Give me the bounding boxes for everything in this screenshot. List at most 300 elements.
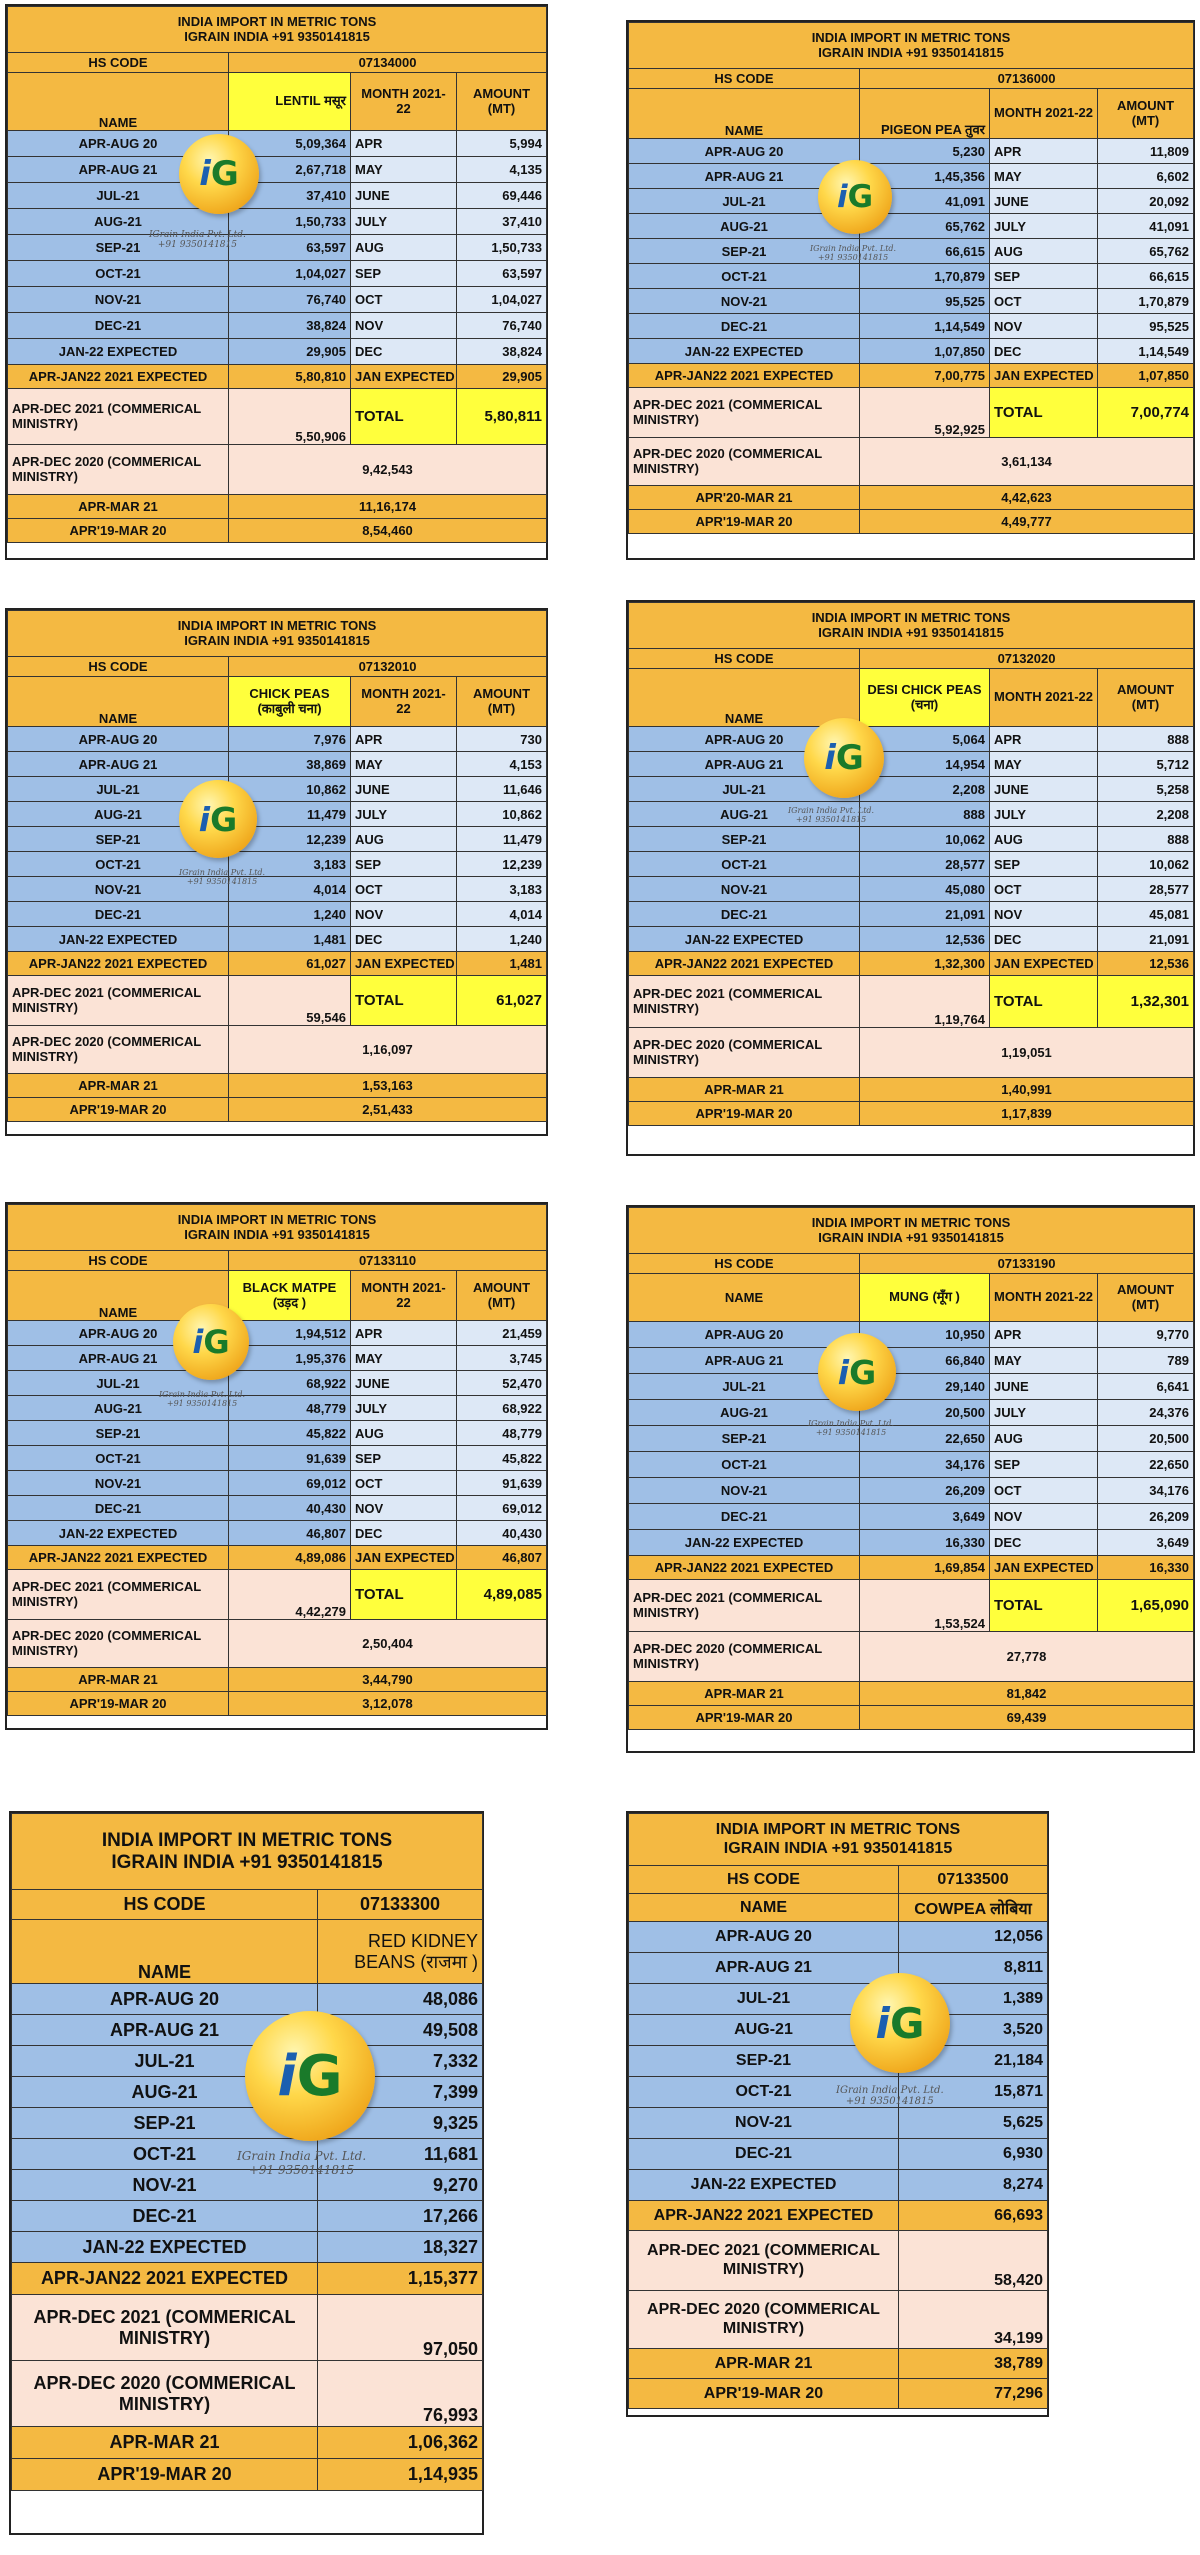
table-row <box>12 2077 483 2108</box>
row-value: 45,822 <box>229 1421 351 1446</box>
row-month: OCT <box>990 1478 1098 1504</box>
igrain-logo-icon: iG <box>179 134 259 214</box>
row-name: OCT-21 <box>629 1452 860 1478</box>
row-name: DEC-21 <box>629 1504 860 1530</box>
name-header: NAME <box>8 73 229 131</box>
expected-month: JAN EXPECTED <box>351 1546 457 1570</box>
row-name: JAN-22 EXPECTED <box>629 339 860 364</box>
hs-code-label: HS CODE <box>629 649 860 669</box>
row-month: OCT <box>990 877 1098 902</box>
amount-header: AMOUNT (MT) <box>457 677 547 727</box>
apr19-mar20-value: 3,12,078 <box>229 1692 547 1716</box>
commerce-2020-value: 1,19,051 <box>860 1028 1194 1078</box>
row-month: NOV <box>351 1496 457 1521</box>
name-header: NAME <box>629 1894 899 1922</box>
name-header: NAME <box>12 1920 318 1984</box>
row-value: 28,577 <box>860 852 990 877</box>
row-month: SEP <box>351 1446 457 1471</box>
logo-caption: IGrain India Pvt. Ltd. +91 9350141815 <box>836 2085 944 2107</box>
row-amount: 5,994 <box>457 131 547 157</box>
row-amount: 789 <box>1098 1348 1194 1374</box>
row-month: SEP <box>990 1452 1098 1478</box>
row-amount: 888 <box>1098 827 1194 852</box>
row-month: DEC <box>351 339 457 365</box>
row-name: SEP-21 <box>629 239 860 264</box>
row-amount: 4,014 <box>457 902 547 927</box>
name-header: NAME <box>8 1271 229 1321</box>
row-month: MAY <box>990 164 1098 189</box>
row-month: NOV <box>351 902 457 927</box>
commerce-2020-name: APR-DEC 2020 (COMMERICAL MINISTRY) <box>8 1026 229 1074</box>
row-amount: 66,615 <box>1098 264 1194 289</box>
apr-mar-21-name: APR-MAR 21 <box>629 2349 899 2379</box>
row-amount: 40,430 <box>457 1521 547 1546</box>
row-month: JULY <box>351 1396 457 1421</box>
row-name: DEC-21 <box>12 2201 318 2232</box>
month-header: MONTH 2021-22 <box>990 669 1098 727</box>
table-row <box>8 1496 547 1521</box>
row-amount: 28,577 <box>1098 877 1194 902</box>
apr19-mar20-value: 4,49,777 <box>860 510 1194 534</box>
row-value: 1,95,376 <box>229 1346 351 1371</box>
table-row <box>12 2015 483 2046</box>
apr19-mar20-name: APR'19-MAR 20 <box>629 510 860 534</box>
table-row <box>8 852 547 877</box>
commerce-2020-value: 2,50,404 <box>229 1620 547 1668</box>
row-name: APR-AUG 21 <box>629 1348 860 1374</box>
row-month: DEC <box>351 927 457 952</box>
row-value: 46,807 <box>229 1521 351 1546</box>
apr19-mar20-value: 2,51,433 <box>229 1098 547 1122</box>
hs-code-value: 07134000 <box>229 53 547 73</box>
month-header: MONTH 2021-22 <box>990 89 1098 139</box>
table-row <box>12 2232 483 2263</box>
table-row <box>8 752 547 777</box>
commerce-2020-name: APR-DEC 2020 (COMMERICAL MINISTRY) <box>8 1620 229 1668</box>
row-month: JUNE <box>990 1374 1098 1400</box>
row-name: DEC-21 <box>629 2139 899 2170</box>
row-name: DEC-21 <box>629 902 860 927</box>
row-value: 6,930 <box>899 2139 1048 2170</box>
row-month: AUG <box>351 827 457 852</box>
row-name: SEP-21 <box>629 827 860 852</box>
row-name: AUG-21 <box>629 214 860 239</box>
logo-caption: IGrain India Pvt. Ltd. +91 9350141815 <box>179 868 266 886</box>
row-name: NOV-21 <box>12 2170 318 2201</box>
apr19-mar20-value: 1,17,839 <box>860 1102 1194 1126</box>
commerce-2020-value: 34,199 <box>899 2291 1048 2349</box>
name-header: NAME <box>629 1274 860 1322</box>
table-row <box>629 827 1194 852</box>
expected-name: APR-JAN22 2021 EXPECTED <box>8 952 229 976</box>
row-month: JUNE <box>990 777 1098 802</box>
expected-value: 5,80,810 <box>229 365 351 389</box>
table-row <box>629 314 1194 339</box>
row-value: 48,779 <box>229 1396 351 1421</box>
amount-header: AMOUNT (MT) <box>1098 89 1194 139</box>
row-value: 7,976 <box>229 727 351 752</box>
row-name: DEC-21 <box>8 902 229 927</box>
commerce-2021-name: APR-DEC 2021 (COMMERICAL MINISTRY) <box>8 389 229 445</box>
row-name: APR-AUG 20 <box>629 727 860 752</box>
total-value: 4,89,085 <box>457 1570 547 1620</box>
apr-mar-21-name: APR-MAR 21 <box>629 1682 860 1706</box>
row-name: OCT-21 <box>629 264 860 289</box>
table-row <box>8 131 547 157</box>
row-value: 91,639 <box>229 1446 351 1471</box>
expected-month: JAN EXPECTED <box>351 952 457 976</box>
table-row <box>8 802 547 827</box>
table-row <box>629 1530 1194 1556</box>
expected-value: 66,693 <box>899 2201 1048 2231</box>
row-name: OCT-21 <box>629 2077 899 2108</box>
row-month: JUNE <box>351 1371 457 1396</box>
row-name: APR-AUG 20 <box>8 131 229 157</box>
expected-amount: 1,07,850 <box>1098 364 1194 388</box>
expected-value: 61,027 <box>229 952 351 976</box>
table-row <box>629 877 1194 902</box>
commerce-2021-value: 59,546 <box>229 976 351 1026</box>
table-row <box>629 752 1194 777</box>
row-value: 9,325 <box>318 2108 483 2139</box>
row-value: 1,04,027 <box>229 261 351 287</box>
row-name: OCT-21 <box>12 2139 318 2170</box>
expected-name: APR-JAN22 2021 EXPECTED <box>629 952 860 976</box>
row-amount: 1,04,027 <box>457 287 547 313</box>
apr19-mar20-name: APR'19-MAR 20 <box>629 2379 899 2409</box>
row-month: JUNE <box>990 189 1098 214</box>
row-month: DEC <box>351 1521 457 1546</box>
row-name: AUG-21 <box>8 209 229 235</box>
expected-amount: 46,807 <box>457 1546 547 1570</box>
apr-mar-21-value: 3,44,790 <box>229 1668 547 1692</box>
row-amount: 11,479 <box>457 827 547 852</box>
hs-code-value: 07133500 <box>899 1866 1048 1894</box>
row-month: JUNE <box>351 183 457 209</box>
row-name: JUL-21 <box>8 1371 229 1396</box>
row-amount: 4,135 <box>457 157 547 183</box>
row-value: 1,50,733 <box>229 209 351 235</box>
row-value: 1,94,512 <box>229 1321 351 1346</box>
table-row <box>629 2170 1048 2201</box>
row-amount: 45,081 <box>1098 902 1194 927</box>
commodity-header: RED KIDNEY BEANS (राजमा ) <box>318 1920 483 1984</box>
apr19-mar20-name: APR'19-MAR 20 <box>629 1102 860 1126</box>
total-value: 7,00,774 <box>1098 388 1194 438</box>
table-row <box>629 164 1194 189</box>
table-row <box>8 1521 547 1546</box>
table-row <box>629 189 1194 214</box>
igrain-logo-icon: iG <box>850 1973 950 2073</box>
hs-code-label: HS CODE <box>8 657 229 677</box>
table-row <box>8 1396 547 1421</box>
row-month: MAY <box>351 752 457 777</box>
row-month: SEP <box>351 261 457 287</box>
row-value: 12,056 <box>899 1922 1048 1953</box>
row-value: 5,625 <box>899 2108 1048 2139</box>
table-row <box>8 1421 547 1446</box>
apr19-mar20-name: APR'19-MAR 20 <box>629 1706 860 1730</box>
row-value: 10,950 <box>860 1322 990 1348</box>
commerce-2020-name: APR-DEC 2020 (COMMERICAL MINISTRY) <box>629 1028 860 1078</box>
table-row <box>629 727 1194 752</box>
row-name: JUL-21 <box>629 189 860 214</box>
row-month: DEC <box>990 927 1098 952</box>
row-month: MAY <box>351 157 457 183</box>
table-row <box>629 1504 1194 1530</box>
table-row <box>629 214 1194 239</box>
row-month: JULY <box>990 214 1098 239</box>
import-table-mung <box>626 1205 1195 1753</box>
row-amount: 24,376 <box>1098 1400 1194 1426</box>
commerce-2020-name: APR-DEC 2020 (COMMERICAL MINISTRY) <box>8 445 229 495</box>
row-value: 29,905 <box>229 339 351 365</box>
row-value: 5,09,364 <box>229 131 351 157</box>
row-name: APR-AUG 21 <box>629 752 860 777</box>
row-value: 10,062 <box>860 827 990 852</box>
commerce-2021-name: APR-DEC 2021 (COMMERICAL MINISTRY) <box>8 1570 229 1620</box>
commerce-2021-name: APR-DEC 2021 (COMMERICAL MINISTRY) <box>8 976 229 1026</box>
row-name: JUL-21 <box>629 1374 860 1400</box>
row-amount: 69,446 <box>457 183 547 209</box>
commerce-2021-name: APR-DEC 2021 (COMMERICAL MINISTRY) <box>629 388 860 438</box>
row-value: 15,871 <box>899 2077 1048 2108</box>
row-value: 76,740 <box>229 287 351 313</box>
table-row <box>8 157 547 183</box>
row-value: 16,330 <box>860 1530 990 1556</box>
row-name: JAN-22 EXPECTED <box>8 1521 229 1546</box>
commodity-header: CHICK PEAS (काबुली चना) <box>229 677 351 727</box>
commerce-2021-value: 97,050 <box>318 2295 483 2361</box>
row-value: 48,086 <box>318 1984 483 2015</box>
hs-code-value: 07132020 <box>860 649 1194 669</box>
table-row <box>629 289 1194 314</box>
total-value: 1,65,090 <box>1098 1580 1194 1632</box>
row-amount: 52,470 <box>457 1371 547 1396</box>
row-amount: 1,70,879 <box>1098 289 1194 314</box>
table-row <box>12 2170 483 2201</box>
row-month: APR <box>351 131 457 157</box>
row-name: JAN-22 EXPECTED <box>12 2232 318 2263</box>
row-amount: 45,822 <box>457 1446 547 1471</box>
row-month: OCT <box>351 877 457 902</box>
row-value: 9,270 <box>318 2170 483 2201</box>
row-value: 5,230 <box>860 139 990 164</box>
import-table-pigeon-pea <box>626 20 1195 560</box>
table-row <box>629 2077 1048 2108</box>
row-value: 66,840 <box>860 1348 990 1374</box>
row-name: DEC-21 <box>629 314 860 339</box>
table-row <box>629 1452 1194 1478</box>
row-name: SEP-21 <box>8 235 229 261</box>
table-row <box>629 2015 1048 2046</box>
row-month: APR <box>351 727 457 752</box>
row-month: NOV <box>351 313 457 339</box>
row-name: JUL-21 <box>8 183 229 209</box>
row-name: JAN-22 EXPECTED <box>8 927 229 952</box>
expected-month: JAN EXPECTED <box>990 952 1098 976</box>
apr19-mar20-name: APR'19-MAR 20 <box>8 1098 229 1122</box>
row-amount: 2,208 <box>1098 802 1194 827</box>
import-table-red-kidney-beans <box>9 1811 484 2535</box>
row-name: JAN-22 EXPECTED <box>629 1530 860 1556</box>
commodity-header: PIGEON PEA तुवर <box>860 89 990 139</box>
row-name: APR-AUG 20 <box>629 1322 860 1348</box>
commodity-header: BLACK MATPE (उड़द ) <box>229 1271 351 1321</box>
expected-value: 7,00,775 <box>860 364 990 388</box>
row-name: APR-AUG 20 <box>12 1984 318 2015</box>
row-month: OCT <box>990 289 1098 314</box>
row-value: 1,45,356 <box>860 164 990 189</box>
row-month: MAY <box>351 1346 457 1371</box>
row-value: 69,012 <box>229 1471 351 1496</box>
row-month: SEP <box>351 852 457 877</box>
table-row <box>8 209 547 235</box>
table-row <box>8 727 547 752</box>
commerce-2021-value: 5,92,925 <box>860 388 990 438</box>
table-row <box>629 852 1194 877</box>
row-name: APR-AUG 20 <box>629 1922 899 1953</box>
apr-mar-21-name: APR-MAR 21 <box>8 1668 229 1692</box>
total-label: TOTAL <box>351 1570 457 1620</box>
row-amount: 6,602 <box>1098 164 1194 189</box>
table-row <box>629 1322 1194 1348</box>
table-row <box>12 2046 483 2077</box>
hs-code-value: 07133300 <box>318 1890 483 1920</box>
row-amount: 1,50,733 <box>457 235 547 261</box>
table-row <box>629 1374 1194 1400</box>
row-amount: 65,762 <box>1098 239 1194 264</box>
logo-caption: IGrain India Pvt. Ltd. +91 9350141815 <box>810 244 897 262</box>
row-name: APR-AUG 21 <box>629 164 860 189</box>
table-row <box>8 183 547 209</box>
row-amount: 26,209 <box>1098 1504 1194 1530</box>
row-value: 14,954 <box>860 752 990 777</box>
row-amount: 22,650 <box>1098 1452 1194 1478</box>
row-month: SEP <box>990 852 1098 877</box>
row-amount: 5,712 <box>1098 752 1194 777</box>
amount-header: AMOUNT (MT) <box>1098 669 1194 727</box>
row-month: JULY <box>351 209 457 235</box>
table-row <box>8 927 547 952</box>
commerce-2020-value: 76,993 <box>318 2361 483 2427</box>
commodity-header: DESI CHICK PEAS (चना) <box>860 669 990 727</box>
expected-month: JAN EXPECTED <box>351 365 457 389</box>
row-value: 1,14,549 <box>860 314 990 339</box>
row-value: 20,500 <box>860 1400 990 1426</box>
row-value: 41,091 <box>860 189 990 214</box>
amount-header: AMOUNT (MT) <box>457 1271 547 1321</box>
commodity-header: LENTIL मसूर <box>229 73 351 131</box>
row-month: APR <box>990 727 1098 752</box>
table-row <box>8 1321 547 1346</box>
row-name: NOV-21 <box>8 1471 229 1496</box>
hs-code-label: HS CODE <box>629 1254 860 1274</box>
expected-name: APR-JAN22 2021 EXPECTED <box>12 2263 318 2295</box>
apr19-mar20-name: APR'19-MAR 20 <box>12 2459 318 2491</box>
row-name: SEP-21 <box>12 2108 318 2139</box>
row-value: 49,508 <box>318 2015 483 2046</box>
table-row <box>8 877 547 902</box>
name-header: NAME <box>629 669 860 727</box>
table-row <box>629 1478 1194 1504</box>
import-table-black-matpe <box>5 1202 548 1730</box>
commodity-header: MUNG (मूँग ) <box>860 1274 990 1322</box>
table-row <box>629 2046 1048 2077</box>
table-title: INDIA IMPORT IN METRIC TONS IGRAIN INDIA +91 9350141815 <box>8 1205 547 1251</box>
row-name: AUG-21 <box>8 802 229 827</box>
row-month: NOV <box>990 314 1098 339</box>
row-month: MAY <box>990 1348 1098 1374</box>
total-value: 1,32,301 <box>1098 976 1194 1028</box>
row-month: JULY <box>990 802 1098 827</box>
row-name: NOV-21 <box>629 2108 899 2139</box>
expected-amount: 1,481 <box>457 952 547 976</box>
row-amount: 21,091 <box>1098 927 1194 952</box>
row-name: APR-AUG 21 <box>8 752 229 777</box>
row-amount: 69,012 <box>457 1496 547 1521</box>
row-name: OCT-21 <box>629 852 860 877</box>
row-name: OCT-21 <box>8 1446 229 1471</box>
expected-name: APR-JAN22 2021 EXPECTED <box>629 1556 860 1580</box>
apr-mar-21-name: APR-MAR 21 <box>8 495 229 519</box>
row-name: JAN-22 EXPECTED <box>629 927 860 952</box>
table-title: INDIA IMPORT IN METRIC TONS IGRAIN INDIA +91 9350141815 <box>629 23 1194 69</box>
row-value: 888 <box>860 802 990 827</box>
row-month: AUG <box>990 239 1098 264</box>
table-row <box>8 339 547 365</box>
import-table-desi-chick-peas <box>626 600 1195 1156</box>
import-table-cowpea <box>626 1811 1049 2417</box>
row-name: APR-AUG 20 <box>629 139 860 164</box>
import-table-chick-peas <box>5 608 548 1136</box>
apr-mar-21-value: 1,06,362 <box>318 2427 483 2459</box>
apr-mar-21-name: APR-MAR 21 <box>12 2427 318 2459</box>
commerce-2021-value: 4,42,279 <box>229 1570 351 1620</box>
row-month: AUG <box>351 1421 457 1446</box>
apr-mar-21-value: 11,16,174 <box>229 495 547 519</box>
row-name: NOV-21 <box>629 877 860 902</box>
import-table-lentil <box>5 4 548 560</box>
table-row <box>12 1984 483 2015</box>
expected-amount: 12,536 <box>1098 952 1194 976</box>
igrain-logo-icon: iG <box>179 780 257 858</box>
logo-caption: IGrain India Pvt. Ltd. +91 9350141815 <box>237 2149 367 2177</box>
row-value: 45,080 <box>860 877 990 902</box>
row-month: JULY <box>990 1400 1098 1426</box>
row-amount: 12,239 <box>457 852 547 877</box>
apr-mar-21-name: APR'20-MAR 21 <box>629 486 860 510</box>
hs-code-value: 07133110 <box>229 1251 547 1271</box>
expected-name: APR-JAN22 2021 EXPECTED <box>8 1546 229 1570</box>
table-row <box>629 1348 1194 1374</box>
row-amount: 95,525 <box>1098 314 1194 339</box>
table-row <box>629 2108 1048 2139</box>
row-name: DEC-21 <box>8 313 229 339</box>
row-value: 2,208 <box>860 777 990 802</box>
logo-caption: IGrain India Pvt. Ltd. +91 9350141815 <box>808 1419 895 1437</box>
table-row <box>629 1953 1048 1984</box>
expected-amount: 16,330 <box>1098 1556 1194 1580</box>
row-month: OCT <box>351 287 457 313</box>
row-name: APR-AUG 21 <box>8 157 229 183</box>
row-value: 8,274 <box>899 2170 1048 2201</box>
row-value: 66,615 <box>860 239 990 264</box>
row-amount: 34,176 <box>1098 1478 1194 1504</box>
apr19-mar20-name: APR'19-MAR 20 <box>8 1692 229 1716</box>
hs-code-label: HS CODE <box>8 53 229 73</box>
row-value: 3,183 <box>229 852 351 877</box>
